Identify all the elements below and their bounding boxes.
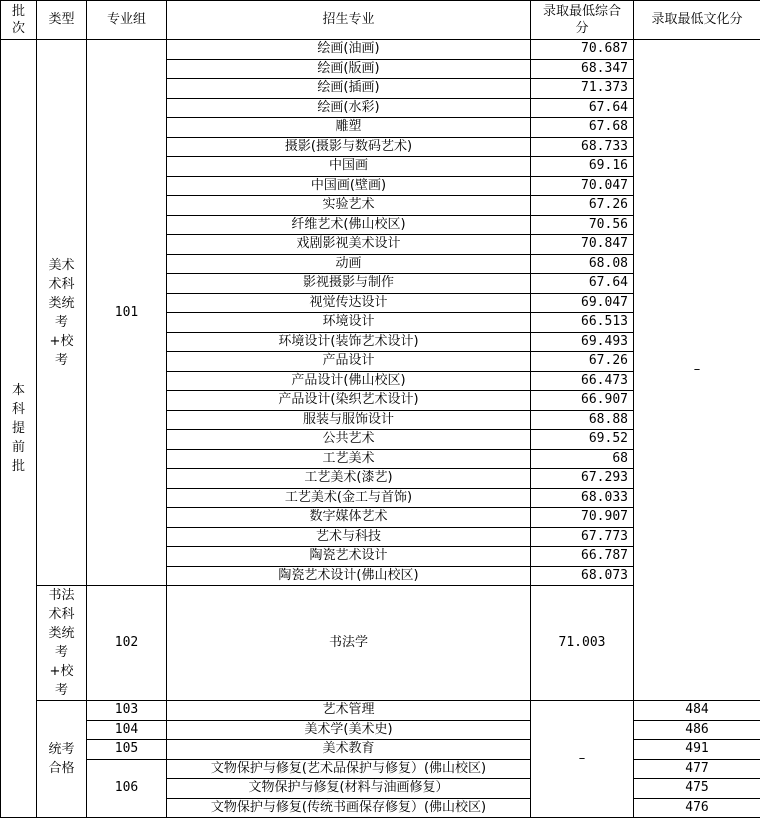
major-name: 产品设计(染织艺术设计) [167, 391, 531, 411]
major-name: 服装与服饰设计 [167, 410, 531, 430]
major-name: 动画 [167, 254, 531, 274]
major-name: 摄影(摄影与数码艺术) [167, 137, 531, 157]
composite-score: 67.64 [531, 274, 634, 294]
major-name: 工艺美术 [167, 449, 531, 469]
composite-score: 69.16 [531, 157, 634, 177]
major-name: 绘画(插画) [167, 79, 531, 99]
major-name: 纤维艺术(佛山校区) [167, 215, 531, 235]
composite-score: 68.347 [531, 59, 634, 79]
composite-score: 70.687 [531, 40, 634, 60]
major-name: 美术教育 [167, 740, 531, 760]
major-name: 雕塑 [167, 118, 531, 138]
category-calligraphy: 书法术科类统考+校考 [37, 586, 87, 701]
group-101: 101 [87, 40, 167, 586]
major-name: 艺术与科技 [167, 527, 531, 547]
major-name: 文物保护与修复(传统书画保存修复）(佛山校区) [167, 798, 531, 818]
table-row [1, 759, 760, 779]
group-103: 103 [87, 701, 167, 721]
major-name: 公共艺术 [167, 430, 531, 450]
composite-score: 71.003 [531, 586, 634, 701]
major-name: 绘画(版画) [167, 59, 531, 79]
header-major: 招生专业 [167, 1, 531, 40]
composite-score: 68.88 [531, 410, 634, 430]
major-name: 绘画(水彩) [167, 98, 531, 118]
major-name: 绘画(油画) [167, 40, 531, 60]
table-row [1, 40, 760, 60]
group-104: 104 [87, 720, 167, 740]
culture-score: 477 [634, 759, 760, 779]
culture-dash-top: – [634, 40, 760, 701]
group-105: 105 [87, 740, 167, 760]
header-group: 专业组 [87, 1, 167, 40]
header-row [1, 1, 760, 40]
composite-score: 70.047 [531, 176, 634, 196]
major-name: 美术学(美术史) [167, 720, 531, 740]
header-batch: 批次 [1, 1, 37, 40]
composite-dash-bottom: – [531, 701, 634, 818]
major-name: 文物保护与修复(艺术品保护与修复）(佛山校区) [167, 759, 531, 779]
composite-score: 66.787 [531, 547, 634, 567]
major-name: 环境设计(装饰艺术设计) [167, 332, 531, 352]
composite-score: 67.26 [531, 352, 634, 372]
composite-score: 68 [531, 449, 634, 469]
composite-score: 69.493 [531, 332, 634, 352]
major-name: 中国画 [167, 157, 531, 177]
major-name: 实验艺术 [167, 196, 531, 216]
major-name: 工艺美术(漆艺) [167, 469, 531, 489]
composite-score: 68.08 [531, 254, 634, 274]
group-106: 106 [87, 759, 167, 818]
culture-score: 491 [634, 740, 760, 760]
major-name: 视觉传达设计 [167, 293, 531, 313]
composite-score: 67.64 [531, 98, 634, 118]
composite-score: 70.847 [531, 235, 634, 255]
batch-label: 本科提前批 [11, 381, 27, 476]
composite-score: 67.293 [531, 469, 634, 489]
major-name: 文物保护与修复(材料与油画修复） [167, 779, 531, 799]
culture-score: 475 [634, 779, 760, 799]
major-name: 产品设计(佛山校区) [167, 371, 531, 391]
header-min-culture: 录取最低文化分 [634, 1, 760, 40]
composite-score: 68.733 [531, 137, 634, 157]
composite-score: 69.047 [531, 293, 634, 313]
culture-score: 484 [634, 701, 760, 721]
major-name: 陶瓷艺术设计 [167, 547, 531, 567]
major-name: 环境设计 [167, 313, 531, 333]
major-name: 影视摄影与制作 [167, 274, 531, 294]
composite-score: 66.907 [531, 391, 634, 411]
composite-score: 68.073 [531, 566, 634, 586]
batch-cell [1, 40, 37, 818]
group-102: 102 [87, 586, 167, 701]
composite-score: 70.907 [531, 508, 634, 528]
major-name: 中国画(壁画) [167, 176, 531, 196]
composite-score: 67.773 [531, 527, 634, 547]
major-name: 戏剧影视美术设计 [167, 235, 531, 255]
composite-score: 66.513 [531, 313, 634, 333]
major-name: 书法学 [167, 586, 531, 701]
culture-score: 486 [634, 720, 760, 740]
major-name: 艺术管理 [167, 701, 531, 721]
composite-score: 67.26 [531, 196, 634, 216]
composite-score: 69.52 [531, 430, 634, 450]
category-pass: 统考合格 [37, 701, 87, 818]
table-row [1, 740, 760, 760]
composite-score: 67.68 [531, 118, 634, 138]
composite-score: 71.373 [531, 79, 634, 99]
composite-score: 70.56 [531, 215, 634, 235]
header-min-composite: 录取最低综合分 [531, 1, 634, 40]
major-name: 数字媒体艺术 [167, 508, 531, 528]
composite-score: 66.473 [531, 371, 634, 391]
major-name: 工艺美术(金工与首饰) [167, 488, 531, 508]
composite-score: 68.033 [531, 488, 634, 508]
header-category: 类型 [37, 1, 87, 40]
category-art: 美术术科类统考+校考 [37, 40, 87, 586]
table-row [1, 720, 760, 740]
culture-score: 476 [634, 798, 760, 818]
major-name: 陶瓷艺术设计(佛山校区) [167, 566, 531, 586]
major-name: 产品设计 [167, 352, 531, 372]
table-row [1, 701, 760, 721]
